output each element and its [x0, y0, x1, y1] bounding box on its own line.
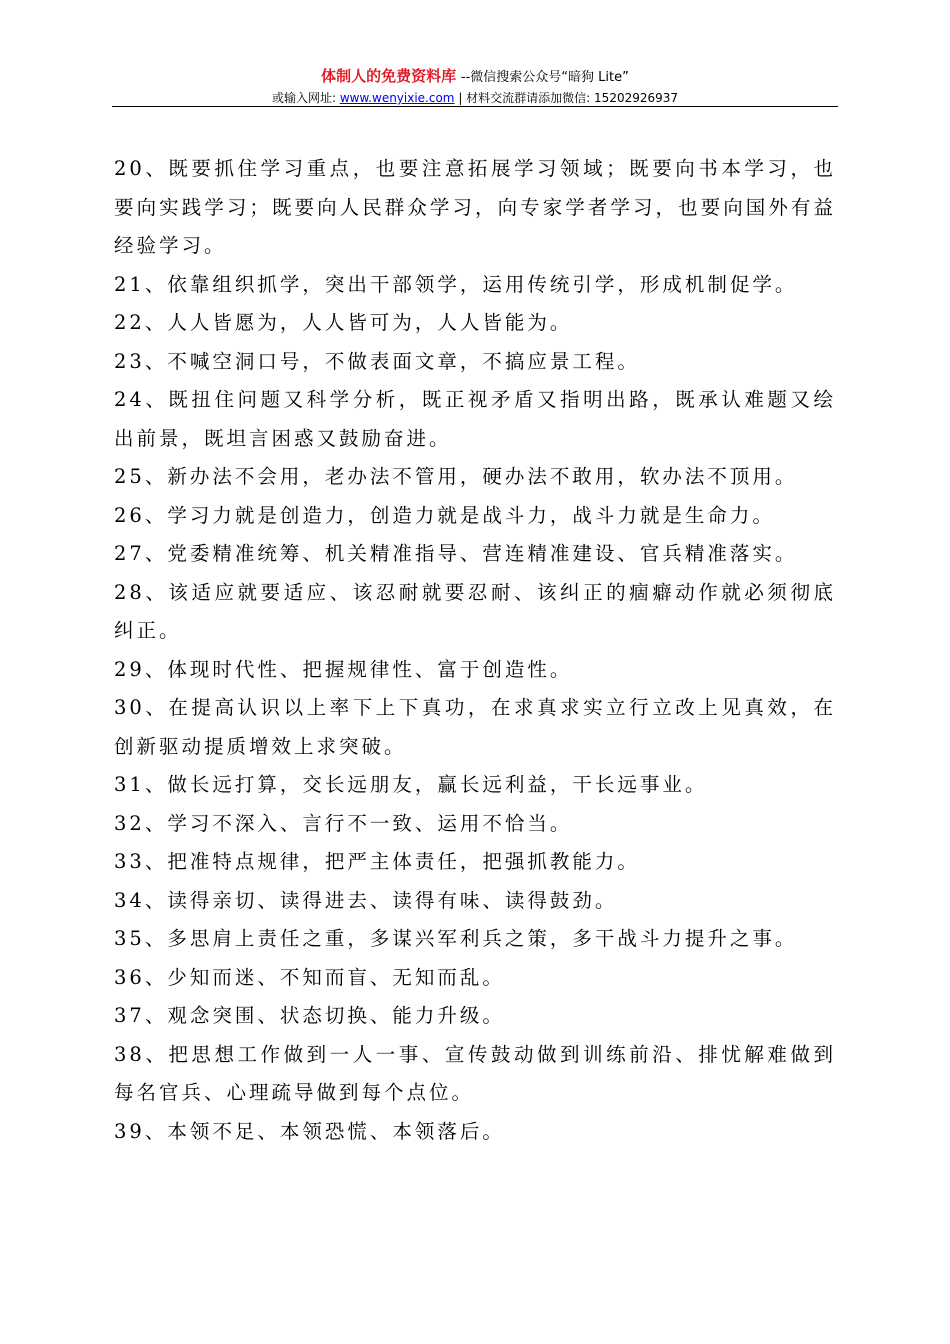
list-item-37: 37、观念突围、状态切换、能力升级。 [114, 1004, 505, 1027]
header-contact-line [112, 89, 838, 107]
list-item-28: 28、该适应就要适应、该忍耐就要忍耐、该纠正的痼癖动作就必须彻底纠正。 [114, 580, 836, 642]
header-divider [112, 106, 838, 107]
list-item-20: 20、既要抓住学习重点，也要注意拓展学习领域；既要向书本学习，也要向实践学习；既要向人民群众学习，向专家学者学习，也要向国外有益经验学习。 [114, 157, 836, 257]
list-item-21: 21、依靠组织抓学，突出干部领学，运用传统引学，形成机制促学。 [114, 272, 798, 296]
list-item-32: 32、学习不深入、言行不一致、运用不恰当。 [114, 811, 573, 835]
list-item-33: 33、把准特点规律，把严主体责任，把强抓教能力。 [114, 850, 640, 873]
list-item-38: 38、把思想工作做到一人一事、宣传鼓动做到训练前沿、排忧解难做到每名官兵、心理疏导做到每个点位。 [114, 1042, 836, 1104]
header-contact: | 材料交流群请添加微信: 15202926937 [458, 91, 679, 105]
header-brand: 体制人的免费资料库 [321, 67, 457, 85]
list-item-29: 29、体现时代性、把握规律性、富于创造性。 [114, 657, 573, 681]
list-item-24: 24、既扭住问题又科学分析，既正视矛盾又指明出路，既承认难题又绘出前景，既坦言困惑又鼓励奋进。 [114, 388, 836, 450]
header-url-label: 或输入网址: [271, 91, 337, 105]
header-title-line [112, 66, 838, 88]
list-item-26: 26、学习力就是创造力，创造力就是战斗力，战斗力就是生命力。 [114, 503, 775, 527]
list-item-23: 23、不喊空洞口号，不做表面文章，不搞应景工程。 [114, 349, 640, 373]
list-item-22: 22、人人皆愿为，人人皆可为，人人皆能为。 [114, 311, 573, 334]
list-item-35: 35、多思肩上责任之重，多谋兴军利兵之策，多干战斗力提升之事。 [114, 927, 798, 950]
list-item-39: 39、本领不足、本领恐慌、本领落后。 [114, 1119, 505, 1143]
header-subtitle: --微信搜索公众号“暗狗 Lite” [460, 70, 629, 85]
list-item-27: 27、党委精准统筹、机关精准指导、营连精准建设、官兵精准落实。 [114, 542, 798, 565]
list-item-25: 25、新办法不会用，老办法不管用，硬办法不敢用，软办法不顶用。 [114, 465, 798, 488]
page-header [112, 66, 838, 107]
list-item-34: 34、读得亲切、读得进去、读得有味、读得鼓劲。 [114, 888, 618, 912]
list-item-36: 36、少知而迷、不知而盲、无知而乱。 [114, 965, 505, 989]
header-url-link[interactable]: www.wenyixie.com [339, 91, 455, 105]
list-item-30: 30、在提高认识以上率下上下真功，在求真求实立行立改上见真效，在创新驱动提质增效上求突破。 [114, 696, 836, 758]
document-body [114, 150, 836, 1151]
list-item-31: 31、做长远打算，交长远朋友，赢长远利益，干长远事业。 [114, 773, 708, 796]
